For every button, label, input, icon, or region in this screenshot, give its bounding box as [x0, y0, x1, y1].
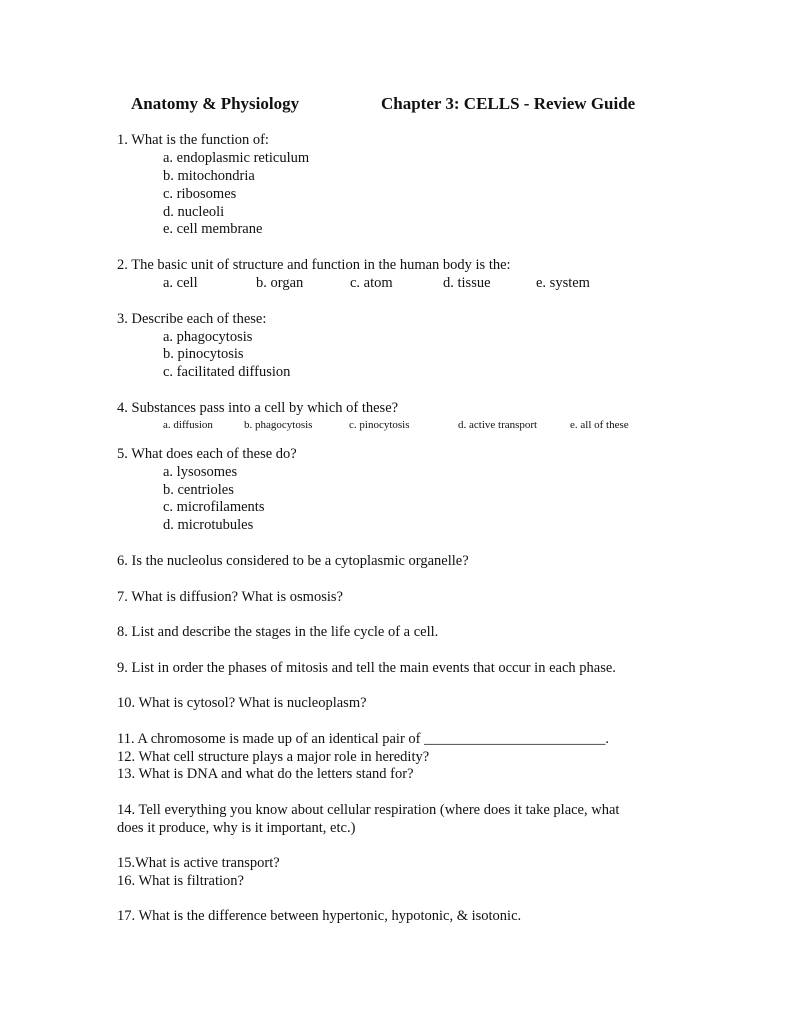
question-6: 6. Is the nucleolus considered to be a cytoplasmic organelle? [117, 553, 469, 569]
question-16: 16. What is filtration? [117, 873, 244, 889]
q2-option-c: c. atom [350, 275, 393, 291]
question-9: 9. List in order the phases of mitosis and tell the main events that occur in each phase. [117, 660, 616, 676]
q1-option-d: d. nucleoli [163, 204, 225, 220]
question-12: 12. What cell structure plays a major role in heredity? [117, 749, 430, 765]
q2-option-b: b. organ [256, 275, 304, 291]
question-10: 10. What is cytosol? What is nucleoplasm? [117, 695, 367, 711]
q2-option-d: d. tissue [443, 275, 491, 291]
q4-option-e: e. all of these [570, 419, 629, 431]
q4-option-c: c. pinocytosis [349, 419, 410, 431]
course-title: Anatomy & Physiology [131, 94, 300, 113]
question-14-line-1: 14. Tell everything you know about cellular respiration (where does it take place, what [117, 802, 620, 818]
question-8: 8. List and describe the stages in the life cycle of a cell. [117, 624, 439, 640]
q1-option-a: a. endoplasmic reticulum [163, 150, 310, 166]
question-3: 3. Describe each of these: [117, 311, 267, 327]
q1-option-e: e. cell membrane [163, 221, 263, 237]
q2-option-e: e. system [536, 275, 590, 291]
question-13: 13. What is DNA and what do the letters stand for? [117, 766, 414, 782]
q1-option-b: b. mitochondria [163, 168, 255, 184]
q5-option-b: b. centrioles [163, 482, 234, 498]
q4-option-d: d. active transport [458, 419, 538, 431]
q5-option-d: d. microtubules [163, 517, 254, 533]
question-5: 5. What does each of these do? [117, 446, 297, 462]
question-2: 2. The basic unit of structure and function in the human body is the: [117, 257, 511, 273]
question-7: 7. What is diffusion? What is osmosis? [117, 589, 343, 605]
q3-option-a: a. phagocytosis [163, 329, 253, 345]
q3-option-b: b. pinocytosis [163, 346, 244, 362]
q3-option-c: c. facilitated diffusion [163, 364, 291, 380]
q5-option-a: a. lysosomes [163, 464, 238, 480]
page-title: Chapter 3: CELLS - Review Guide [381, 94, 636, 113]
q4-option-b: b. phagocytosis [244, 419, 313, 431]
question-15: 15.What is active transport? [117, 855, 280, 871]
q5-option-c: c. microfilaments [163, 499, 265, 515]
question-17: 17. What is the difference between hypertonic, hypotonic, & isotonic. [117, 908, 522, 924]
q2-option-a: a. cell [163, 275, 198, 291]
q1-option-c: c. ribosomes [163, 186, 237, 202]
question-4: 4. Substances pass into a cell by which of these? [117, 400, 399, 416]
question-14-line-2: does it produce, why is it important, etc.) [117, 820, 356, 836]
question-1: 1. What is the function of: [117, 132, 269, 148]
question-11: 11. A chromosome is made up of an identical pair of _________________________. [117, 731, 609, 747]
q4-option-a: a. diffusion [163, 419, 213, 431]
